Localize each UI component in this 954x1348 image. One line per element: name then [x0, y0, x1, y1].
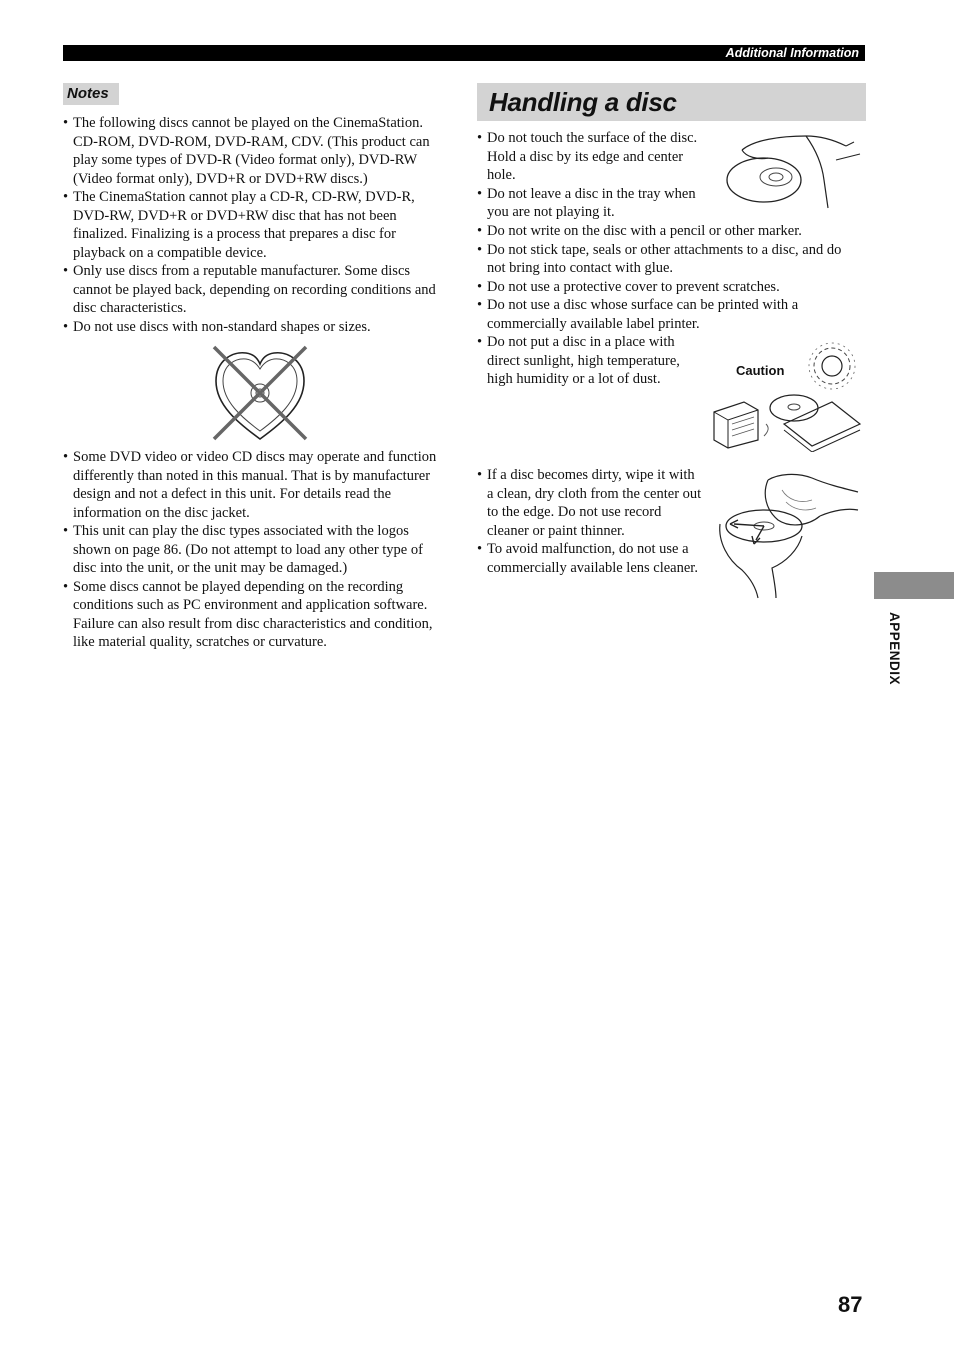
- non-standard-disc-illustration: [208, 343, 312, 443]
- page-number: 87: [838, 1292, 863, 1317]
- list-item: • Only use discs from a reputable manufacturer. Some discs cannot be played back, depending on recording conditions and disc characteristics.: [63, 262, 448, 318]
- page-title: Handling a disc: [489, 87, 677, 117]
- handling-list-d: [477, 466, 702, 577]
- side-tab: [874, 572, 954, 599]
- list-item: • The following discs cannot be played on the CinemaStation. CD-ROM, DVD-ROM, DVD-RAM, CDV. (This product can play some types of DVD-R (Video format only), DVD-RW (Video format only), DVD+R or DVD+RW discs.): [63, 114, 448, 188]
- list-item: • Some DVD video or video CD discs may operate and function differently than noted in this manual. That is by manufacturer design and not a defect in this unit. For details read the information on the disc jacket.: [63, 448, 448, 522]
- handling-list-b: [477, 222, 862, 333]
- notes-list-bottom: [63, 448, 448, 652]
- header-section-title: Additional Information: [725, 46, 859, 60]
- section-title-box: [477, 83, 866, 121]
- handling-list-c: [477, 333, 692, 389]
- list-item: • Do not stick tape, seals or other attachments to a disc, and do not bring into contact with glue.: [477, 241, 862, 278]
- heat-and-dust-caution-illustration: [708, 340, 864, 452]
- wiping-disc-illustration: [716, 470, 862, 600]
- notes-list-top: [63, 114, 448, 336]
- hand-holding-disc-illustration: [724, 130, 864, 210]
- list-item: • Do not write on the disc with a pencil or other marker.: [477, 222, 862, 241]
- list-item: • This unit can play the disc types associated with the logos shown on page 86. (Do not attempt to load any other type of disc into the unit, or the unit may be damaged.): [63, 522, 448, 578]
- handling-list-a: [477, 129, 707, 222]
- list-item: • Do not use a disc whose surface can be printed with a commercially available label printer.: [477, 296, 862, 333]
- side-tab-label: APPENDIX: [887, 612, 902, 686]
- notes-label: Notes: [63, 83, 119, 105]
- list-item: • Some discs cannot be played depending on the recording conditions such as PC environment and application software. Failure can also result from disc characteristics and condition, like material quality, scratches or curvature.: [63, 578, 448, 652]
- list-item: • Do not use a protective cover to prevent scratches.: [477, 278, 862, 297]
- header-bar: [63, 45, 865, 61]
- list-item: • If a disc becomes dirty, wipe it with a clean, dry cloth from the center out to the edge. Do not use record cleaner or paint thinner.: [477, 466, 702, 540]
- list-item: • Do not touch the surface of the disc. Hold a disc by its edge and center hole.: [477, 129, 707, 185]
- caution-label: Caution: [736, 363, 785, 378]
- list-item: • The CinemaStation cannot play a CD-R, CD-RW, DVD-R, DVD-RW, DVD+R or DVD+RW disc that has not been finalized. Finalizing is a process that prepares a disc for playback on a compatible device.: [63, 188, 448, 262]
- list-item: • Do not put a disc in a place with direct sunlight, high temperature, high humidity or a lot of dust.: [477, 333, 692, 389]
- list-item: • Do not leave a disc in the tray when you are not playing it.: [477, 185, 707, 222]
- list-item: • Do not use discs with non-standard shapes or sizes.: [63, 318, 448, 337]
- list-item: • To avoid malfunction, do not use a commercially available lens cleaner.: [477, 540, 702, 577]
